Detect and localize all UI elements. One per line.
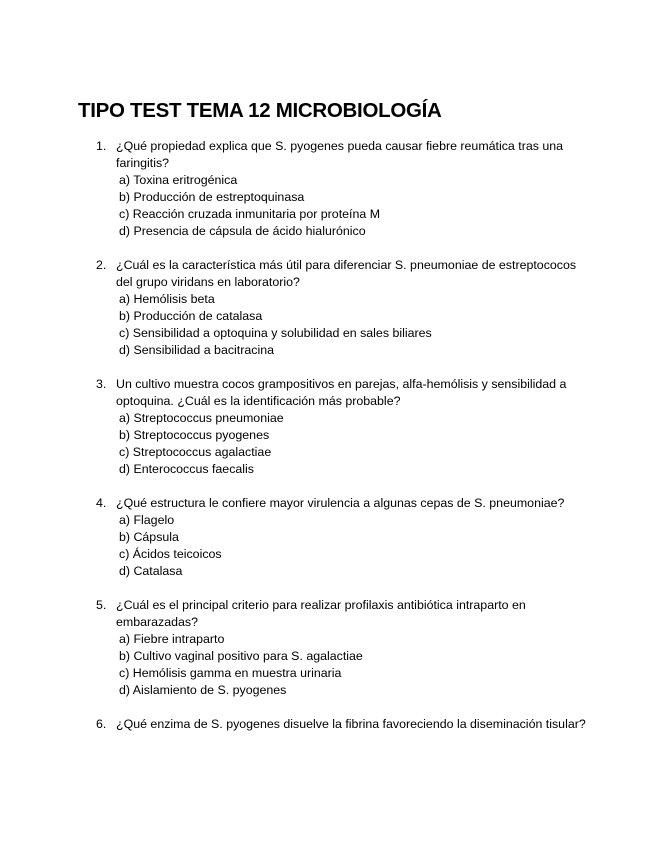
option-d: d) Catalasa: [119, 564, 183, 578]
option-list: [0, 172, 655, 240]
question-text: ¿Qué enzima de S. pyogenes disuelve la fibrina favoreciendo la diseminación tisular?: [116, 717, 586, 731]
option-list: [0, 631, 655, 699]
option-a: a) Fiebre intraparto: [119, 632, 225, 646]
question-item: [0, 597, 655, 699]
question-text: ¿Cuál es el principal criterio para realizar profilaxis antibiótica intraparto en embarazadas?: [116, 598, 526, 629]
question-number: 1.: [96, 139, 107, 153]
option-b: b) Cápsula: [119, 530, 179, 544]
option-b: b) Producción de estreptoquinasa: [119, 190, 305, 204]
option-c: c) Ácidos teicoicos: [119, 547, 222, 561]
question-text: ¿Qué estructura le confiere mayor virulencia a algunas cepas de S. pneumoniae?: [116, 496, 565, 510]
question-item: [0, 138, 655, 240]
question-number: 4.: [96, 496, 107, 510]
question-number: 3.: [96, 377, 107, 391]
option-a: a) Streptococcus pneumoniae: [119, 411, 284, 425]
option-c: c) Hemólisis gamma en muestra urinaria: [119, 666, 342, 680]
question-text: ¿Cuál es la característica más útil para diferenciar S. pneumoniae de estreptococos del grupo viridans en laboratorio?: [116, 258, 577, 289]
question-item: [0, 495, 655, 580]
option-d: d) Enterococcus faecalis: [119, 462, 254, 476]
option-c: c) Sensibilidad a optoquina y solubilidad en sales biliares: [119, 326, 432, 340]
option-b: b) Streptococcus pyogenes: [119, 428, 270, 442]
option-list: [0, 512, 655, 580]
question-number: 2.: [96, 258, 107, 272]
question-number: 6.: [96, 717, 107, 731]
option-d: d) Presencia de cápsula de ácido hialurónico: [119, 224, 366, 238]
question-number: 5.: [96, 598, 107, 612]
question-text: Un cultivo muestra cocos grampositivos en parejas, alfa-hemólisis y sensibilidad a optoquina. ¿Cuál es la identificación más probable?: [116, 377, 567, 408]
option-b: b) Producción de catalasa: [119, 309, 263, 323]
option-d: d) Aislamiento de S. pyogenes: [119, 683, 287, 697]
question-item: [0, 257, 655, 359]
question-item: [0, 716, 655, 733]
option-b: b) Cultivo vaginal positivo para S. agalactiae: [119, 649, 363, 663]
option-list: [0, 410, 655, 478]
question-list: [0, 138, 655, 750]
option-a: a) Hemólisis beta: [119, 292, 215, 306]
option-d: d) Sensibilidad a bacitracina: [119, 343, 274, 357]
option-list: [0, 291, 655, 359]
question-text: ¿Qué propiedad explica que S. pyogenes pueda causar fiebre reumática tras una faringitis?: [116, 139, 564, 170]
page-title: TIPO TEST TEMA 12 MICROBIOLOGÍA: [78, 99, 442, 122]
option-a: a) Flagelo: [119, 513, 175, 527]
option-c: c) Streptococcus agalactiae: [119, 445, 272, 459]
option-c: c) Reacción cruzada inmunitaria por proteína M: [119, 207, 381, 221]
question-item: [0, 376, 655, 478]
option-a: a) Toxina eritrogénica: [119, 173, 238, 187]
